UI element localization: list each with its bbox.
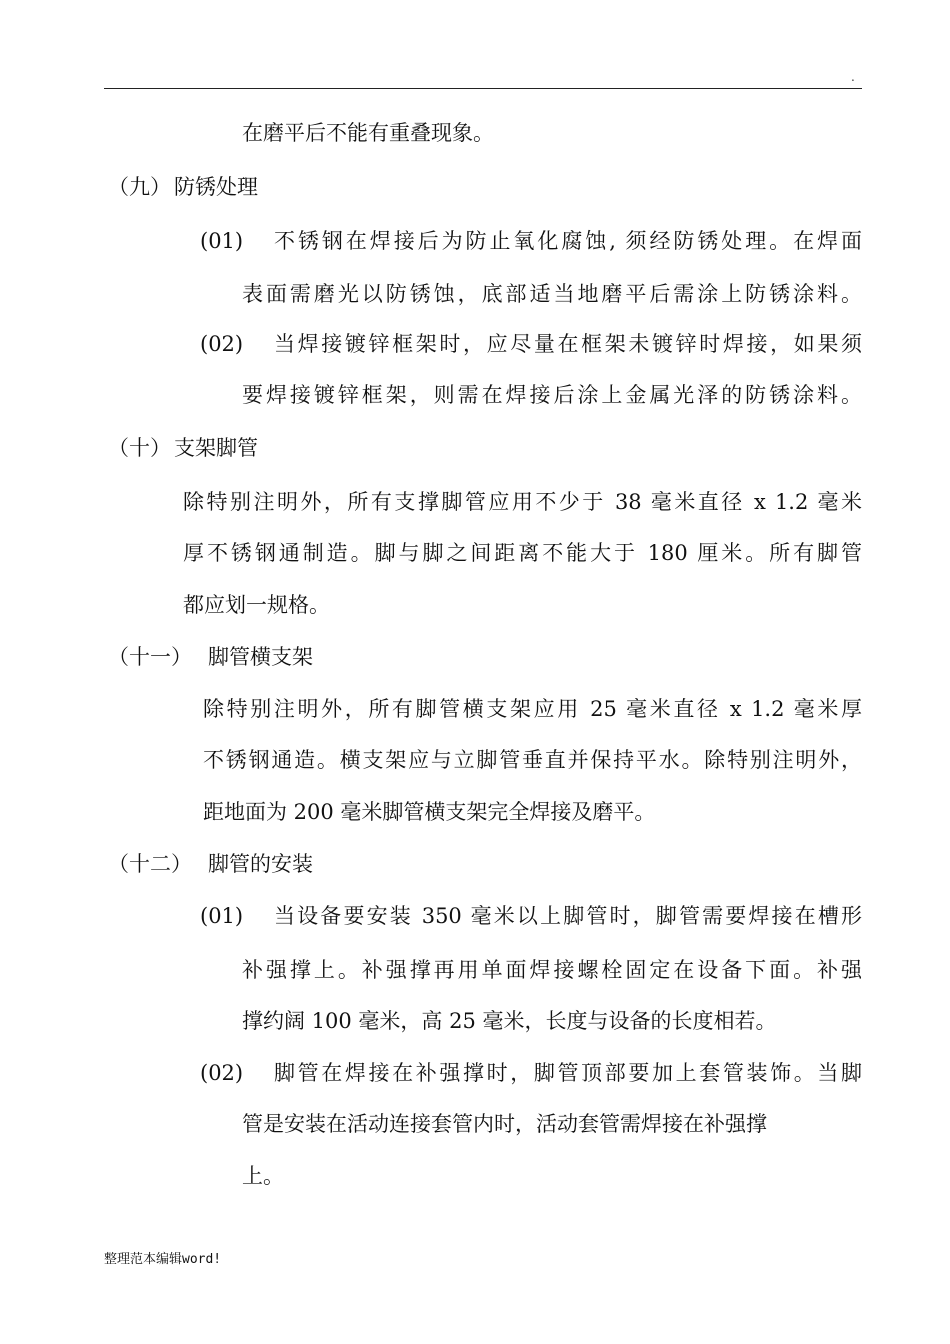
section-title: 脚管的安装 bbox=[208, 852, 313, 876]
section-title: 防锈处理 bbox=[174, 175, 258, 199]
item-number: (01) bbox=[200, 904, 244, 928]
section-number: （十二） bbox=[108, 852, 192, 876]
section-number: （九） bbox=[108, 175, 171, 199]
section-heading-11 bbox=[108, 642, 313, 672]
item-text: 不锈钢在焊接后为防止氧化腐蚀, 须经防锈处理。在焊面 bbox=[274, 229, 862, 253]
body-line: 距地面为 200 毫米脚管横支架完全焊接及磨平。 bbox=[203, 800, 656, 824]
body-line: 补强撑上。补强撑再用单面焊接螺栓固定在设备下面。补强 bbox=[242, 958, 862, 982]
body-line: 除特别注明外，所有支撑脚管应用不少于 38 毫米直径 x 1.2 毫米 bbox=[183, 490, 862, 514]
body-line: 上。 bbox=[242, 1164, 284, 1188]
header-rule bbox=[104, 88, 862, 89]
body-line: 表面需磨光以防锈蚀，底部适当地磨平后需涂上防锈涂料。 bbox=[242, 282, 862, 306]
page-footer: 整理范本编辑word! bbox=[104, 1252, 222, 1267]
item-number: (02) bbox=[200, 332, 244, 356]
item-number: (02) bbox=[200, 1061, 244, 1085]
section-heading-9 bbox=[108, 172, 258, 202]
item-text: 脚管在焊接在补强撑时，脚管顶部要加上套管装饰。当脚 bbox=[274, 1061, 862, 1085]
item-02-line bbox=[200, 1058, 862, 1088]
section-number: （十） bbox=[108, 436, 171, 460]
section-number: （十一） bbox=[108, 645, 192, 669]
item-number: (01) bbox=[200, 229, 244, 253]
section-title: 脚管横支架 bbox=[208, 645, 313, 669]
body-line: 不锈钢通造。横支架应与立脚管垂直并保持平水。除特别注明外， bbox=[203, 748, 862, 772]
item-text: 当设备要安装 350 毫米以上脚管时，脚管需要焊接在槽形 bbox=[274, 904, 862, 928]
body-line: 管是安装在活动连接套管内时，活动套管需焊接在补强撑 bbox=[242, 1112, 767, 1136]
body-line: 要焊接镀锌框架，则需在焊接后涂上金属光泽的防锈涂料。 bbox=[242, 383, 862, 407]
header-dot: . bbox=[851, 70, 855, 84]
item-text: 当焊接镀锌框架时，应尽量在框架未镀锌时焊接，如果须 bbox=[274, 332, 862, 356]
section-title: 支架脚管 bbox=[174, 436, 258, 460]
body-line: 撑约阔 100 毫米，高 25 毫米，长度与设备的长度相若。 bbox=[242, 1009, 777, 1033]
item-01-line bbox=[200, 901, 862, 931]
body-line: 除特别注明外，所有脚管横支架应用 25 毫米直径 x 1.2 毫米厚 bbox=[203, 697, 862, 721]
section-heading-12 bbox=[108, 849, 313, 879]
body-line: 在磨平后不能有重叠现象。 bbox=[242, 121, 494, 145]
body-line: 厚不锈钢通制造。脚与脚之间距离不能大于 180 厘米。所有脚管 bbox=[183, 541, 862, 565]
body-line: 都应划一规格。 bbox=[183, 593, 330, 617]
item-01-line bbox=[200, 226, 862, 256]
section-heading-10 bbox=[108, 433, 258, 463]
item-02-line bbox=[200, 329, 862, 359]
